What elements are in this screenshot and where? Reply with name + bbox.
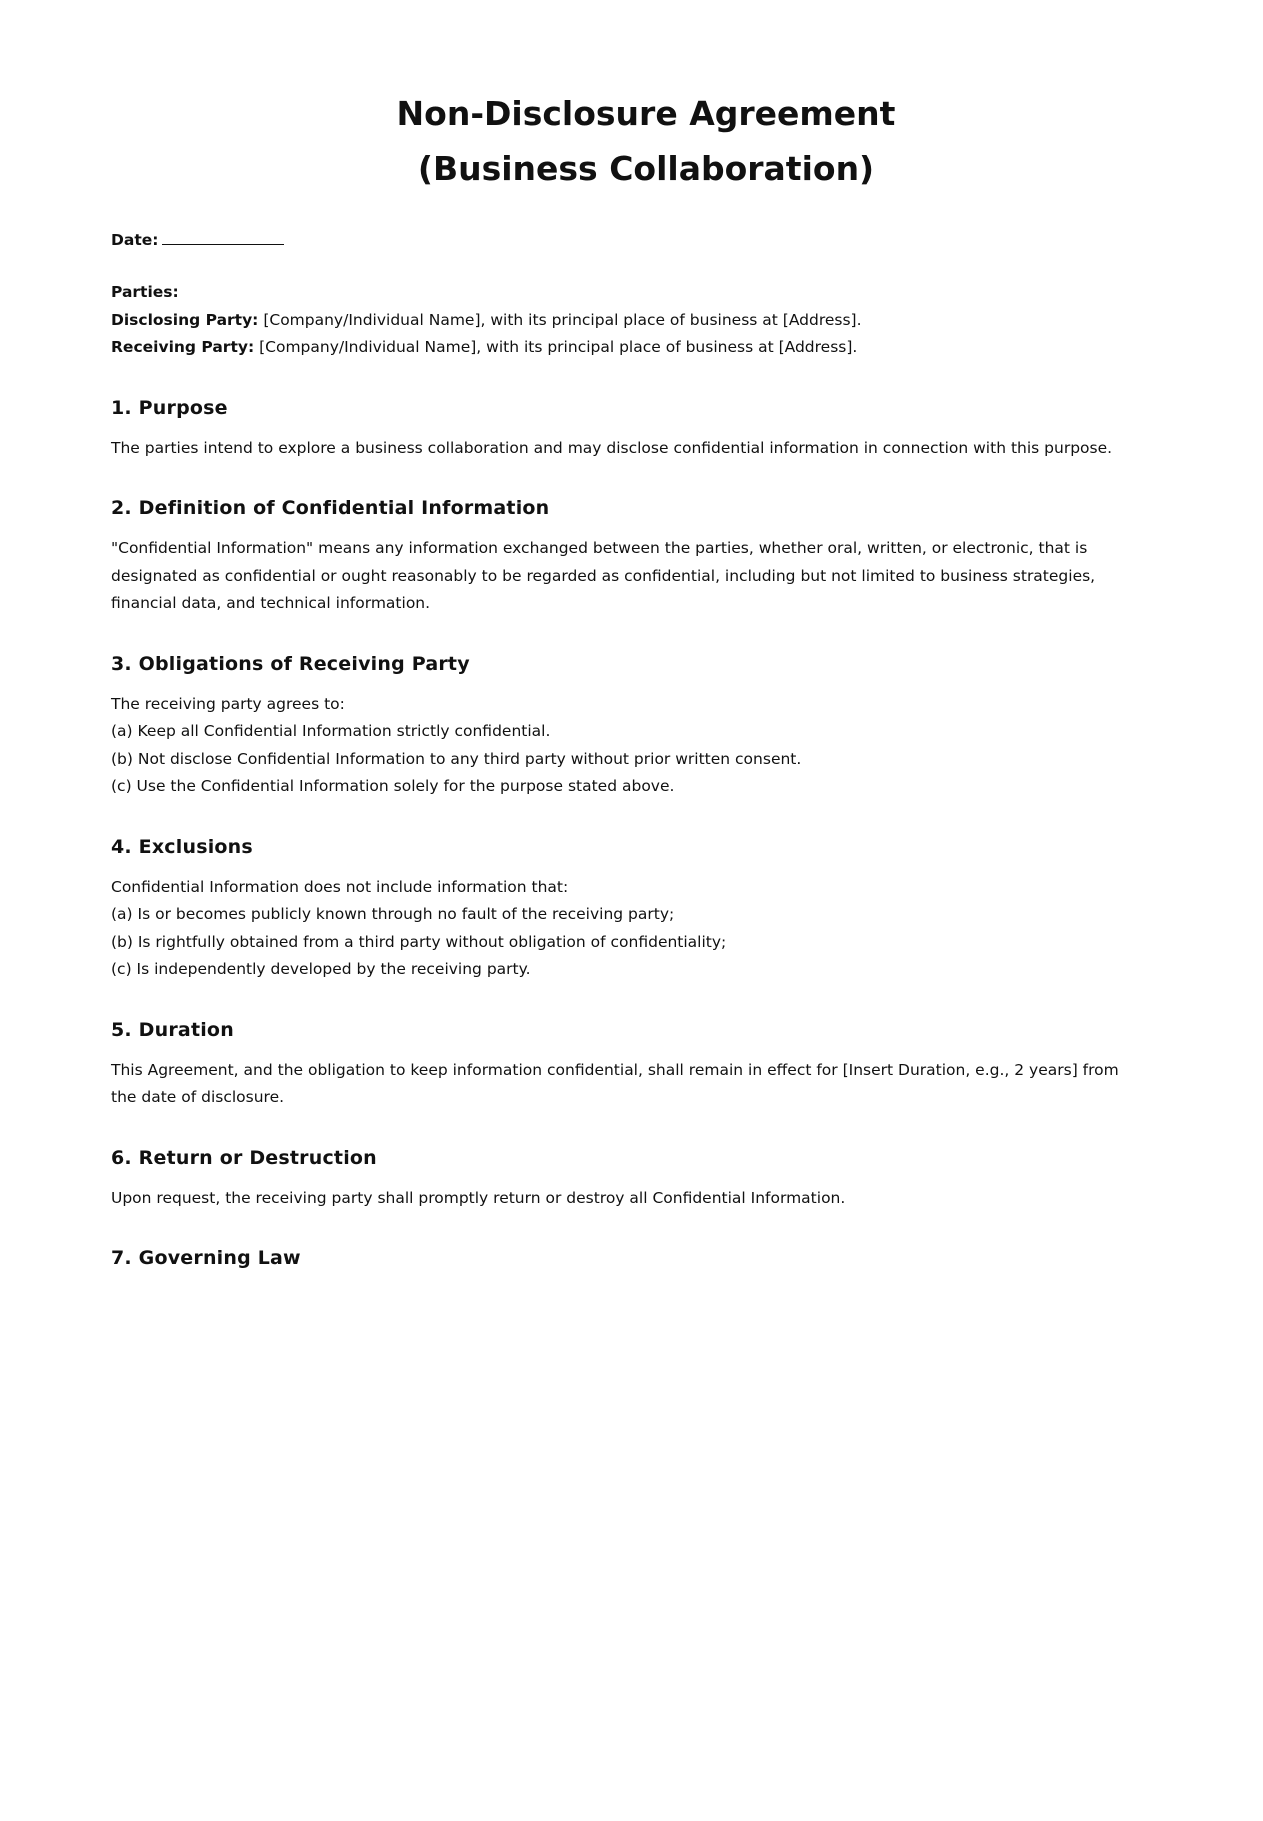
section-governing-law bbox=[111, 1245, 1121, 1271]
date-line bbox=[111, 229, 1121, 251]
section-purpose bbox=[111, 395, 1121, 463]
date-label: Date: bbox=[111, 231, 159, 249]
section-heading: 7. Governing Law bbox=[111, 1247, 301, 1269]
section-paragraph: "Confidential Information" means any information exchanged between the parties, whether oral, written, or electronic, that is designated as confidential or ought reasonably to be regarded as confidential, including but not limited to business strategies, financial data, and technical information. bbox=[111, 539, 1096, 612]
title-line-1: Non-Disclosure Agreement bbox=[396, 94, 896, 133]
section-paragraph: Upon request, the receiving party shall promptly return or destroy all Confidential Information. bbox=[111, 1188, 846, 1207]
section-heading: 4. Exclusions bbox=[111, 835, 253, 858]
disclosing-party-line bbox=[111, 307, 1121, 335]
section-line: (c) Use the Confidential Information solely for the purpose stated above. bbox=[111, 777, 675, 795]
receiving-party-text: [Company/Individual Name], with its principal place of business at [Address]. bbox=[254, 338, 858, 356]
receiving-party-line bbox=[111, 334, 1121, 362]
section-definition bbox=[111, 495, 1121, 618]
section-line: Confidential Information does not include information that: bbox=[111, 877, 569, 896]
section-line: (a) Keep all Confidential Information strictly confidential. bbox=[111, 722, 551, 740]
section-line: (b) Not disclose Confidential Information to any third party without prior written consent. bbox=[111, 749, 802, 768]
document-title bbox=[111, 86, 1121, 196]
section-return bbox=[111, 1145, 1121, 1213]
disclosing-party-label: Disclosing Party: bbox=[111, 310, 259, 329]
section-line: (a) Is or becomes publicly known through no fault of the receiving party; bbox=[111, 905, 675, 923]
section-line: (b) Is rightfully obtained from a third party without obligation of confidentiality; bbox=[111, 932, 727, 951]
section-paragraph: This Agreement, and the obligation to keep information confidential, shall remain in effect for [Insert Duration, e.g., 2 years] from the date of disclosure. bbox=[111, 1060, 1119, 1106]
section-heading: 6. Return or Destruction bbox=[111, 1146, 377, 1169]
section-line: The receiving party agrees to: bbox=[111, 694, 345, 713]
section-heading: 2. Definition of Confidential Information bbox=[111, 497, 550, 519]
receiving-party-label: Receiving Party: bbox=[111, 338, 255, 356]
parties-block bbox=[111, 279, 1121, 362]
title-line-2: (Business Collaboration) bbox=[417, 149, 875, 188]
section-line: (c) Is independently developed by the receiving party. bbox=[111, 960, 531, 978]
section-heading: 3. Obligations of Receiving Party bbox=[111, 652, 470, 675]
parties-label: Parties: bbox=[111, 283, 179, 301]
date-blank-field bbox=[162, 230, 284, 245]
section-heading: 5. Duration bbox=[111, 1018, 234, 1041]
section-obligations bbox=[111, 651, 1121, 801]
disclosing-party-text: [Company/Individual Name], with its principal place of business at [Address]. bbox=[258, 310, 862, 329]
section-duration bbox=[111, 1017, 1121, 1112]
section-paragraph: The parties intend to explore a business collaboration and may disclose confidential information in connection with this purpose. bbox=[111, 438, 1113, 457]
section-heading: 1. Purpose bbox=[111, 396, 228, 419]
section-exclusions bbox=[111, 834, 1121, 984]
document-page bbox=[111, 86, 1121, 1285]
